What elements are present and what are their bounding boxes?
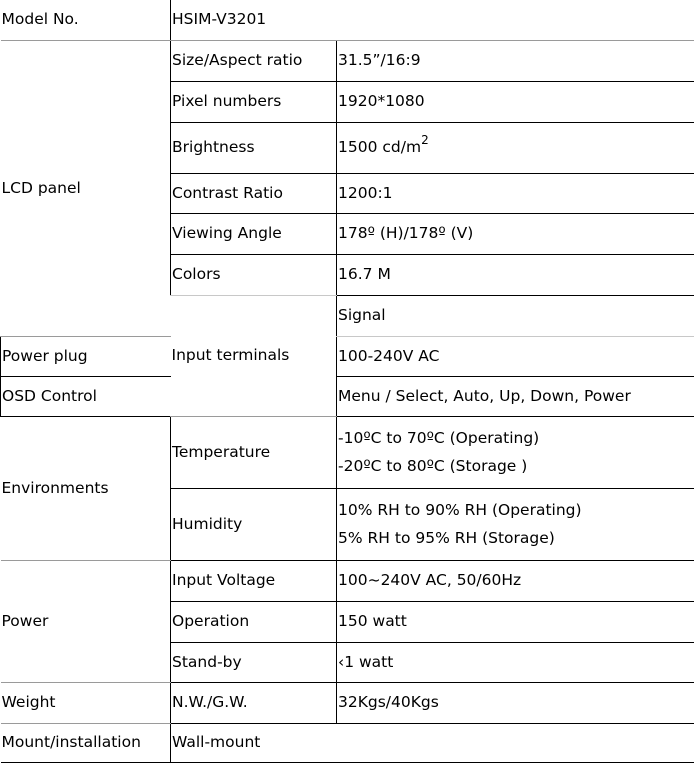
viewing-label: Viewing Angle	[171, 213, 337, 254]
standby-value: ‹1 watt	[337, 642, 694, 682]
signal-label: Signal	[337, 295, 694, 336]
row-plug	[1, 336, 694, 376]
standby-label: Stand-by	[171, 642, 337, 682]
plug-label: Power plug	[1, 336, 171, 376]
brightness-number: 1500 cd/m	[338, 138, 422, 157]
voltage-value: 100~240V AC, 50/60Hz	[337, 560, 694, 601]
osd-label: OSD Control	[1, 376, 171, 416]
pixel-value: 1920*1080	[337, 81, 694, 122]
brightness-exponent: 2	[421, 133, 429, 148]
viewing-value: 178º (H)/178º (V)	[337, 213, 694, 254]
humidity-value	[337, 488, 694, 560]
humidity-operating: 10% RH to 90% RH (Operating)	[338, 500, 582, 519]
input-terminals-label: Input terminals	[171, 295, 337, 416]
operation-value: 150 watt	[337, 601, 694, 642]
temperature-operating: -10ºC to 70ºC (Operating)	[338, 428, 540, 447]
row-size	[1, 40, 694, 81]
osd-value: Menu / Select, Auto, Up, Down, Power	[337, 376, 694, 416]
humidity-storage: 5% RH to 95% RH (Storage)	[338, 528, 555, 547]
power-label: Power	[1, 560, 171, 682]
temperature-value	[337, 416, 694, 488]
mount-label: Mount/installation	[1, 723, 171, 762]
plug-value: 100-240V AC	[337, 336, 694, 376]
row-model	[1, 0, 694, 40]
mount-value: Wall-mount	[171, 723, 694, 762]
pixel-label: Pixel numbers	[171, 81, 337, 122]
voltage-label: Input Voltage	[171, 560, 337, 601]
environments-label: Environments	[1, 416, 171, 560]
temperature-storage: -20ºC to 80ºC (Storage )	[338, 456, 528, 475]
size-value: 31.5”/16:9	[337, 40, 694, 81]
row-mount	[1, 723, 694, 762]
brightness-value	[337, 122, 694, 173]
brightness-label: Brightness	[171, 122, 337, 173]
model-label: Model No.	[1, 0, 171, 40]
row-weight	[1, 682, 694, 723]
colors-label: Colors	[171, 254, 337, 295]
colors-value: 16.7 M	[337, 254, 694, 295]
temperature-label: Temperature	[171, 416, 337, 488]
lcd-panel-label: LCD panel	[1, 40, 171, 336]
weight-label: Weight	[1, 682, 171, 723]
humidity-label: Humidity	[171, 488, 337, 560]
contrast-label: Contrast Ratio	[171, 173, 337, 213]
weight-value: 32Kgs/40Kgs	[337, 682, 694, 723]
weight-item-label: N.W./G.W.	[171, 682, 337, 723]
size-label: Size/Aspect ratio	[171, 40, 337, 81]
model-value: HSIM-V3201	[171, 0, 694, 40]
row-voltage	[1, 560, 694, 601]
row-osd	[1, 376, 694, 416]
operation-label: Operation	[171, 601, 337, 642]
contrast-value: 1200:1	[337, 173, 694, 213]
row-temperature	[1, 416, 694, 488]
